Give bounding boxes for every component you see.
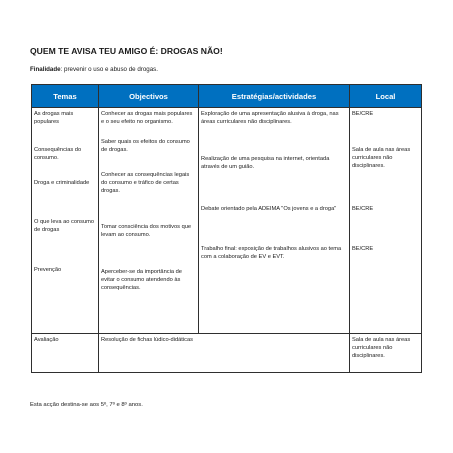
header-temas: Temas [32, 85, 99, 108]
table-row-main [32, 108, 422, 334]
estrategia-item: Debate orientado pela ADEIMA "Os jovens e a droga" [201, 206, 337, 212]
cell-local [350, 108, 422, 334]
footer-note: Esta acção destina-se aos 5º, 7º e 8º anos. [30, 402, 143, 408]
evaluation-tema: Avaliação [34, 337, 59, 343]
cell-temas [32, 108, 99, 334]
cell-estrategias [199, 108, 350, 334]
goal-line [30, 66, 158, 73]
tema-item: Consequências do consumo. [34, 147, 82, 161]
cell-evaluation-local [350, 334, 422, 373]
local-item: Sala de aula nas áreas curriculares não disciplinares. [352, 147, 411, 169]
local-item: BE/CRE [352, 246, 374, 252]
tema-item: O que leva ao consumo de drogas [34, 219, 95, 233]
evaluation-objectivo: Resolução de fichas lúdico-didáticas [101, 337, 193, 343]
tema-item: Prevenção [34, 267, 62, 273]
objectivo-item: Tomar consciência dos motivos que levam ao consumo. [101, 224, 192, 238]
local-item: BE/CRE [352, 206, 374, 212]
tema-item: As drogas mais populares [34, 111, 74, 125]
estrategia-item: Realização de uma pesquisa na internet, orientada através de um guião. [201, 156, 330, 170]
cell-evaluation-objectivo [99, 334, 350, 373]
objectivo-item: Saber quais os efeitos do consumo de drogas. [101, 139, 190, 153]
goal-text: : prevenir o uso e abuso de drogas. [60, 66, 158, 73]
activities-table [31, 84, 422, 373]
table-header-row [32, 85, 422, 108]
evaluation-local: Sala de aula nas áreas curriculares não disciplinares. [352, 337, 411, 359]
table-row-evaluation [32, 334, 422, 373]
objectivo-item: Conhecer as consequências legais do consumo e tráfico de certas drogas. [101, 172, 190, 194]
goal-label: Finalidade [30, 66, 61, 73]
header-local: Local [350, 85, 422, 108]
local-item: BE/CRE [352, 111, 374, 117]
document-title: QUEM TE AVISA TEU AMIGO É: DROGAS NÃO! [30, 46, 223, 56]
tema-item: Droga e criminalidade [34, 180, 90, 186]
estrategia-item: Trabalho final: exposição de trabalhos alusivos ao tema com a colaboração de EV e EVT. [201, 246, 342, 260]
header-estrategias: Estratégias/actividades [199, 85, 350, 108]
estrategia-item: Exploração de uma apresentação alusiva à droga, nas áreas curriculares não disciplinares. [201, 111, 339, 125]
header-objectivos: Objectivos [99, 85, 199, 108]
objectivo-item: Aperceber-se da importância de evitar o consumo atendendo às consequências. [101, 269, 182, 291]
objectivo-item: Conhecer as drogas mais populares e o seu efeito no organismo. [101, 111, 193, 125]
cell-objectivos [99, 108, 199, 334]
cell-evaluation-tema [32, 334, 99, 373]
